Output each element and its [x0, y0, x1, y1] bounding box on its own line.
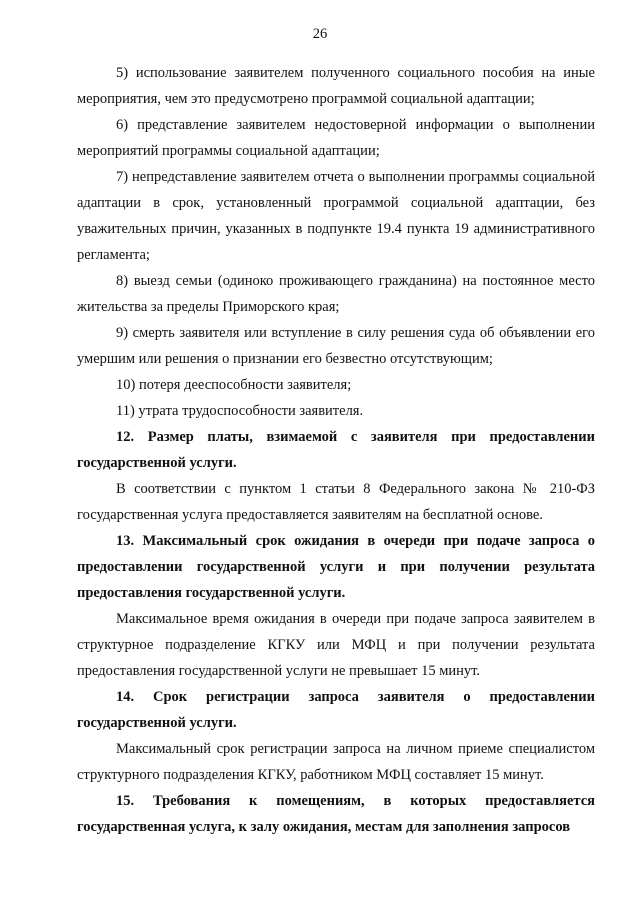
- section-body-14: Максимальный срок регистрации запроса на личном приеме специалистом структурного подразделения КГКУ, работником МФЦ составляет 15 минут.: [77, 741, 595, 783]
- list-item-6: 6) представление заявителем недостоверной информации о выполнении мероприятий программы социальной адаптации;: [77, 117, 595, 159]
- list-item-11: 11) утрата трудоспособности заявителя.: [116, 403, 364, 419]
- section-heading-13: 13. Максимальный срок ожидания в очереди при подаче запроса о предоставлении государственной услуги и при получении результата предоставления государственной услуги.: [77, 533, 595, 601]
- list-item-5: 5) использование заявителем полученного социального пособия на иные мероприятия, чем это предусмотрено программой социальной адаптации;: [77, 65, 595, 107]
- list-item-7: 7) непредставление заявителем отчета о выполнении программы социальной адаптации в срок, установленный программой социальной адаптации, без уважительных причин, указанных в подпункте 19.4 пункта 19 административного регламента;: [77, 169, 595, 263]
- section-body-12: В соответствии с пунктом 1 статьи 8 Федерального закона № 210-ФЗ государственная услуга предоставляется заявителям на бесплатной основе.: [77, 481, 595, 523]
- document-body: [77, 60, 595, 840]
- section-heading-12: 12. Размер платы, взимаемой с заявителя при предоставлении государственной услуги.: [77, 429, 595, 471]
- list-item-8: 8) выезд семьи (одиноко проживающего гражданина) на постоянное место жительства за пределы Приморского края;: [77, 273, 595, 315]
- page-number: 26: [312, 26, 328, 42]
- section-heading-14: 14. Срок регистрации запроса заявителя о предоставлении государственной услуги.: [77, 689, 595, 731]
- section-body-13: Максимальное время ожидания в очереди при подаче запроса заявителем в структурное подразделение КГКУ или МФЦ и при получении результата предоставления государственной услуги не превышает 15 минут.: [77, 611, 595, 679]
- section-heading-15: 15. Требования к помещениям, в которых предоставляется государственная услуга, к залу ожидания, местам для заполнения запросов: [77, 793, 595, 835]
- list-item-9: 9) смерть заявителя или вступление в силу решения суда об объявлении его умершим или решения о признании его безвестно отсутствующим;: [77, 325, 595, 367]
- list-item-10: 10) потеря дееспособности заявителя;: [116, 377, 352, 393]
